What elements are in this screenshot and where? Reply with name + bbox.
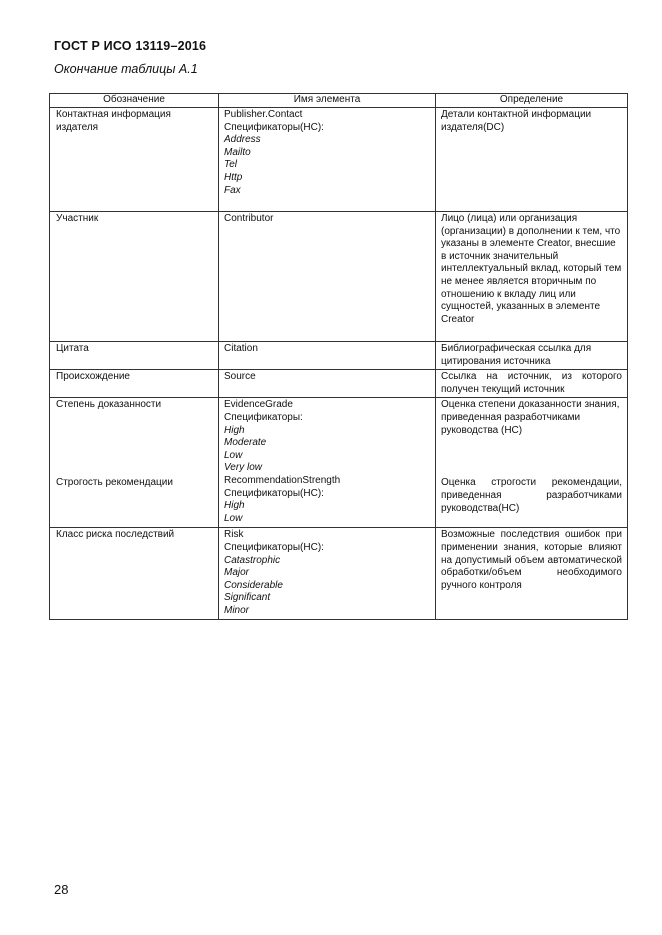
qualifier-label: Спецификаторы(НС): <box>224 121 324 133</box>
table-header-row <box>50 94 628 108</box>
qualifier-item: Very low <box>224 462 262 474</box>
designation-cell: Происхождение <box>50 370 219 398</box>
element-name: Risk <box>224 529 244 541</box>
element-name-cell: Citation <box>219 342 436 370</box>
qualifier-label: Спецификаторы(НС): <box>224 487 324 499</box>
standard-title: ГОСТ Р ИСО 13119–2016 <box>54 39 207 53</box>
column-header-element-name: Имя элемента <box>219 94 436 108</box>
designation-cell: Участник <box>50 212 219 342</box>
qualifier-item: Catastrophic <box>224 554 281 566</box>
designation-cell <box>50 398 219 528</box>
element-name: Publisher.Contact <box>224 109 303 120</box>
qualifier-item: Low <box>224 512 243 524</box>
designation-cell: Цитата <box>50 342 219 370</box>
element-name: RecommendationStrength <box>224 474 341 486</box>
qualifier-item: Significant <box>224 592 271 604</box>
qualifier-item: Minor <box>224 604 250 616</box>
definition-cell: Возможные последствия ошибок при применении знания, которые влияют на допустимый объем автоматической обработки/объем необходимого ручного контроля <box>436 528 628 619</box>
qualifier-item: Address <box>224 134 261 146</box>
qualifier-item: Considerable <box>224 579 283 591</box>
definition-cell: Лицо (лица) или организация (организации) в дополнении к тем, что указаны в элементе Creator, внесшие в источник значительный интеллектуальный вклад, который тем не менее является вторичным по отношению к вкладу лиц или сущностей, указанных в элементе Creator <box>436 212 628 342</box>
definitions-table <box>49 93 628 620</box>
element-name: EvidenceGrade <box>224 399 293 411</box>
table-row <box>50 212 628 342</box>
qualifier-label: Спецификаторы: <box>224 411 303 423</box>
definition-cell: Библиографическая ссылка для цитирования источника <box>436 342 628 370</box>
qualifier-item: High <box>224 424 245 436</box>
table-row <box>50 108 628 212</box>
designation-evidence: Степень доказанности <box>56 399 162 411</box>
definition-recommendation: Оценка строгости рекомендации, приведенная разработчиками руководства(НС) <box>441 477 622 514</box>
element-name-cell <box>219 528 436 619</box>
table-row <box>50 370 628 398</box>
qualifier-item: Low <box>224 449 243 461</box>
element-name-cell: Source <box>219 370 436 398</box>
designation-recommendation: Строгость рекомендации <box>56 477 173 489</box>
definition-cell <box>436 398 628 528</box>
element-name-cell <box>219 398 436 528</box>
designation-cell: Класс риска последствий <box>50 528 219 619</box>
element-name-cell: Contributor <box>219 212 436 342</box>
column-header-designation: Обозначение <box>50 94 219 108</box>
qualifier-item: Mailto <box>224 146 251 158</box>
page-number: 28 <box>54 882 69 897</box>
table-caption: Окончание таблицы А.1 <box>54 62 198 76</box>
designation-cell: Контактная информация издателя <box>50 108 219 212</box>
definition-cell: Ссылка на источник, из которого получен текущий источник <box>436 370 628 398</box>
qualifier-item: Moderate <box>224 437 267 449</box>
table-row <box>50 342 628 370</box>
qualifier-item: Http <box>224 171 243 183</box>
column-header-definition: Определение <box>436 94 628 108</box>
qualifier-label: Спецификаторы(НС): <box>224 541 324 553</box>
table-row <box>50 528 628 619</box>
qualifier-item: Fax <box>224 184 241 196</box>
table-row <box>50 398 628 528</box>
qualifier-item: High <box>224 500 245 512</box>
definition-cell: Детали контактной информации издателя(DC) <box>436 108 628 212</box>
definition-evidence: Оценка степени доказанности знания, приведенная разработчиками руководства (НС) <box>441 399 620 436</box>
qualifier-item: Major <box>224 567 250 579</box>
element-name-cell <box>219 108 436 212</box>
qualifier-item: Tel <box>224 159 237 171</box>
